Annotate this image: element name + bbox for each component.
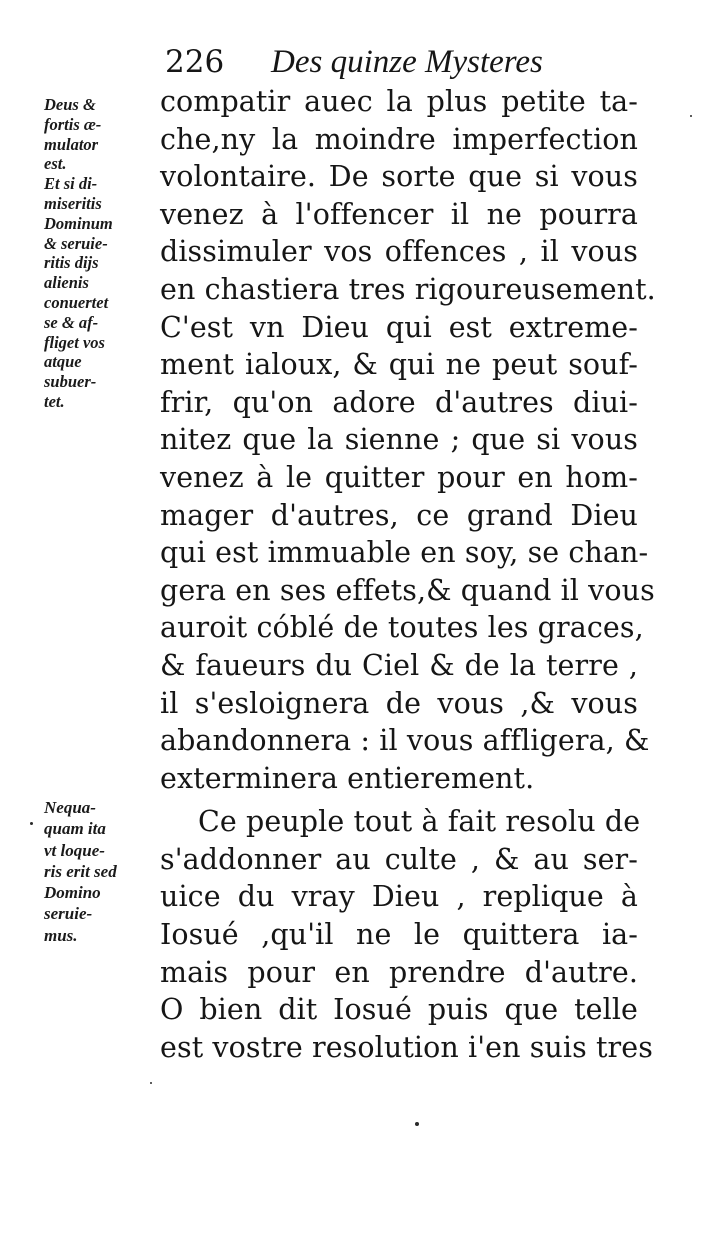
margin-note-line: Nequa-	[44, 798, 96, 817]
text-line: uice du vray Dieu , replique à	[160, 880, 638, 914]
margin-note-line: vt loque-	[44, 840, 105, 860]
margin-note-line: fliget vos	[44, 332, 105, 352]
page-number: 226	[165, 44, 225, 80]
text-line: s'addonner au culte , & au ser-	[160, 842, 638, 876]
margin-note-line: seruie-	[44, 904, 93, 924]
text-line: compatir auec la plus petite ta-	[160, 85, 638, 118]
text-line: Ce peuple tout à fait resolu de	[198, 805, 641, 839]
text-line: en chastiera tres rigoureusement.	[160, 272, 656, 306]
text-line: qui est immuable en soy, se chan-	[160, 536, 649, 570]
margin-note-latin-2	[44, 797, 162, 946]
margin-note-line: Et si di-	[44, 174, 98, 194]
margin-note-line: Dominum	[44, 213, 113, 233]
running-title: Des quinze Mysteres	[271, 44, 543, 80]
margin-note-line: subuer-	[44, 372, 97, 392]
margin-note-line: atque	[44, 352, 82, 372]
margin-note-line: mus.	[44, 925, 78, 945]
text-line: mager d'autres, ce grand Dieu	[160, 498, 638, 532]
margin-note-line: est.	[44, 154, 67, 174]
ink-speck	[415, 1122, 419, 1126]
text-line: exterminera entierement.	[160, 761, 535, 795]
margin-note-line: ris erit sed	[44, 861, 117, 881]
margin-note-line: Domino	[44, 883, 101, 903]
text-line: Iosué ,qu'il ne le quittera ia-	[160, 918, 638, 952]
text-line: dissimuler vos offences , il vous	[160, 235, 638, 269]
text-line: il s'esloignera de vous ,& vous	[160, 686, 638, 720]
margin-note-line: tet.	[44, 391, 65, 411]
ink-speck	[30, 822, 33, 825]
text-line: C'est vn Dieu qui est extreme-	[160, 310, 638, 344]
text-line: venez à le quitter pour en hom-	[160, 460, 638, 494]
margin-note-line: se & af-	[44, 312, 99, 332]
margin-note-line: Deus &	[44, 95, 96, 114]
margin-note-line: conuertet	[44, 292, 109, 312]
text-line: frir, qu'on adore d'autres diui-	[160, 385, 638, 419]
text-line: nitez que la sienne ; que si vous	[160, 423, 638, 457]
text-line: volontaire. De sorte que si vous	[160, 160, 638, 194]
text-line: O bien dit Iosué puis que telle	[160, 993, 638, 1027]
text-line: est vostre resolution i'en suis tres	[160, 1030, 653, 1064]
text-line: auroit cóblé de toutes les graces,	[160, 611, 644, 645]
margin-note-line: ritis dijs	[44, 253, 99, 273]
ink-speck	[150, 1082, 152, 1084]
body-text	[160, 83, 656, 1066]
margin-note-latin-1	[44, 95, 162, 412]
margin-note-line: fortis æ-	[44, 114, 102, 134]
margin-note-line: miseritis	[44, 193, 102, 213]
text-line: gera en ses effets,& quand il vous	[160, 573, 655, 607]
text-line: mais pour en prendre d'autre.	[160, 955, 638, 989]
margin-note-line: mulator	[44, 134, 99, 154]
text-line: abandonnera : il vous affligera, &	[160, 724, 650, 758]
ink-speck	[690, 115, 692, 117]
running-head	[165, 40, 645, 84]
margin-note-line: quam ita	[44, 819, 106, 839]
text-line: ment ialoux, & qui ne peut souf-	[160, 348, 638, 382]
margin-note-line: alienis	[44, 273, 89, 293]
text-line: che,ny la moindre imperfection	[160, 122, 638, 156]
text-line: venez à l'offencer il ne pourra	[160, 197, 638, 231]
margin-note-line: & seruie-	[44, 233, 108, 253]
text-line: & faueurs du Ciel & de la terre ,	[160, 648, 638, 682]
